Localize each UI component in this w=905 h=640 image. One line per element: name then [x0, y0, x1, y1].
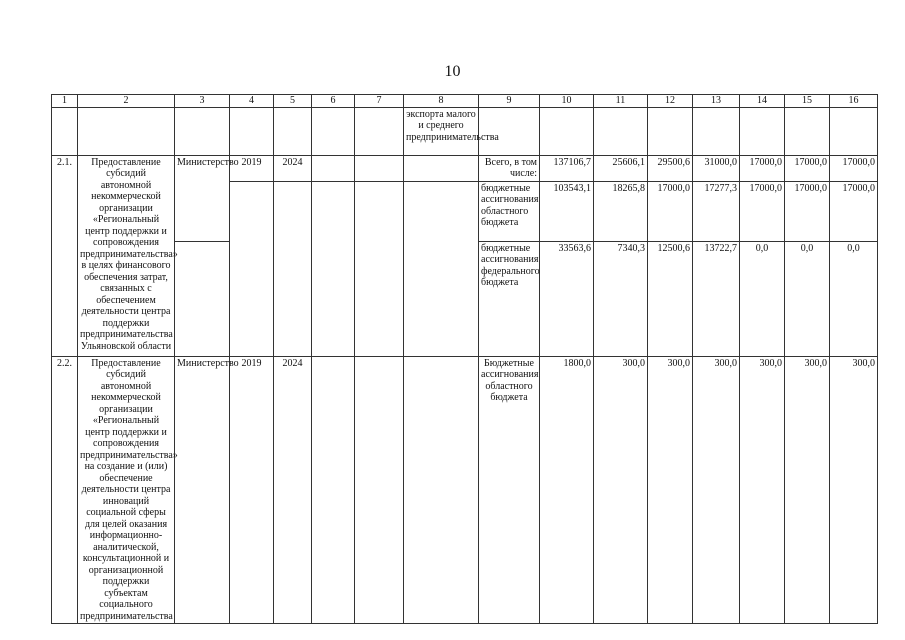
column-header: 14 — [740, 95, 785, 108]
value-cell: 0,0 — [740, 241, 785, 356]
column-header: 9 — [479, 95, 540, 108]
value-cell: 0,0 — [785, 241, 830, 356]
executor: Министерство — [175, 155, 230, 241]
end-year: 2024 — [274, 356, 312, 624]
column-header: 8 — [404, 95, 479, 108]
program-table — [51, 94, 878, 624]
measure-name: Предоставление субсидий автономной некоммерческой организации «Региональный центр поддержки и сопровождения предпринимательства» на создание и (или) обеспечение деятельности центра инноваций социальной сферы для целей оказания информационно-аналитической, консультационной и организационной поддержки субъектам социального предпринимательства — [78, 356, 175, 624]
value-cell: 300,0 — [830, 356, 878, 624]
column-header: 10 — [540, 95, 594, 108]
value-cell: 18265,8 — [594, 181, 648, 241]
value-cell: 1800,0 — [540, 356, 594, 624]
funding-source: бюджетные ассигнования областного бюджета — [479, 181, 540, 241]
value-cell: 103543,1 — [540, 181, 594, 241]
value-cell: 31000,0 — [693, 155, 740, 181]
column-header: 3 — [175, 95, 230, 108]
executor: Министерство — [175, 356, 230, 624]
start-year: 2019 — [230, 356, 274, 624]
value-cell: 17000,0 — [785, 181, 830, 241]
value-cell: 17000,0 — [648, 181, 693, 241]
start-year: 2019 — [230, 155, 274, 181]
column-header: 12 — [648, 95, 693, 108]
value-cell: 17000,0 — [830, 181, 878, 241]
value-cell: 17277,3 — [693, 181, 740, 241]
value-cell: 300,0 — [740, 356, 785, 624]
table-row — [52, 155, 878, 181]
column-header: 5 — [274, 95, 312, 108]
value-cell: 7340,3 — [594, 241, 648, 356]
value-cell: 13722,7 — [693, 241, 740, 356]
value-cell: 300,0 — [594, 356, 648, 624]
value-cell: 33563,6 — [540, 241, 594, 356]
value-cell: 17000,0 — [785, 155, 830, 181]
column-header: 15 — [785, 95, 830, 108]
column-header: 13 — [693, 95, 740, 108]
value-cell: 17000,0 — [830, 155, 878, 181]
funding-source: бюджетные ассигнования федерального бюджета — [479, 241, 540, 356]
value-cell: 0,0 — [830, 241, 878, 356]
value-cell: 137106,7 — [540, 155, 594, 181]
value-cell: 17000,0 — [740, 155, 785, 181]
continuation-cell: экспорта малого и среднего предпринимательства — [404, 107, 479, 155]
column-header: 2 — [78, 95, 175, 108]
table-row — [52, 356, 878, 624]
row-number: 2.2. — [52, 356, 78, 624]
column-header: 16 — [830, 95, 878, 108]
value-cell: 25606,1 — [594, 155, 648, 181]
column-header: 7 — [355, 95, 404, 108]
value-cell: 12500,6 — [648, 241, 693, 356]
page-number: 10 — [444, 63, 461, 80]
column-header: 4 — [230, 95, 274, 108]
column-header: 11 — [594, 95, 648, 108]
column-header: 6 — [312, 95, 355, 108]
funding-source: Всего, в том числе: — [479, 155, 540, 181]
funding-source: Бюджетные ассигнования областного бюджета — [479, 356, 540, 624]
value-cell: 17000,0 — [740, 181, 785, 241]
row-number: 2.1. — [52, 155, 78, 356]
value-cell: 29500,6 — [648, 155, 693, 181]
end-year: 2024 — [274, 155, 312, 181]
value-cell: 300,0 — [785, 356, 830, 624]
value-cell: 300,0 — [693, 356, 740, 624]
column-header: 1 — [52, 95, 78, 108]
continuation-row — [52, 107, 878, 155]
measure-name: Предоставление субсидий автономной некоммерческой организации «Региональный центр поддержки и сопровождения предпринимательства» в целях финансового обеспечения затрат, связанных с обеспечением деятельности центра поддержки предпринимательства Ульяновской области — [78, 155, 175, 356]
value-cell: 300,0 — [648, 356, 693, 624]
column-number-row — [52, 95, 878, 108]
